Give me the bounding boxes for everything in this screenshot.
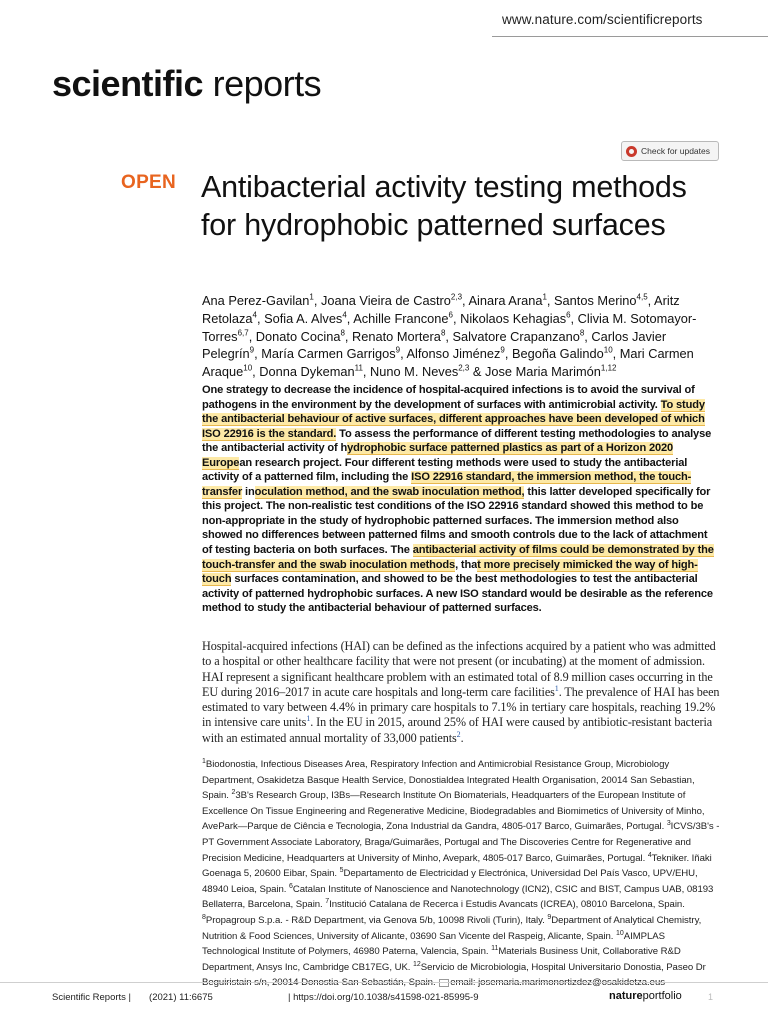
publisher-logo — [609, 990, 682, 1002]
page-number: 1 — [708, 992, 714, 1002]
check-for-updates-label: Check for updates — [641, 146, 710, 156]
journal-name-light: reports — [212, 63, 322, 104]
publisher-light: portfolio — [642, 990, 682, 1002]
journal-url[interactable]: www.nature.com/scientificreports — [502, 12, 703, 27]
footer-volume: (2021) 11:6675 — [149, 992, 213, 1003]
check-for-updates-button[interactable] — [621, 141, 719, 161]
article-title: Antibacterial activity testing methods for hydrophobic patterned surfaces — [201, 170, 687, 242]
crossmark-icon — [626, 146, 637, 157]
header-rule — [492, 36, 768, 37]
affiliations: $^1$Biodonostia, Infectious Diseases Area, Respiratory Infection and Antimicrobial Resistance Group, Microbiology Department, Osakidetza Basque Health Service, Donostialdea Integrated Health Organisation, 20014 San Sebastian, Spain. $^2$3B's Research Group, I3Bs—Research Institute On Biomaterials, Headquarters of the European Institute of Excellence On Tissue Engineering and Regenerative Medicine, Biodegradables and Biomimetics of University of Minho, AvePark—Parque de Ciência e Tecnologia, Zona Industrial da Gandra, 4805-017 Barco, Guimarães, Portugal. $^3$ICVS/3B's - PT Government Associate Laboratory, Braga/Guimarães, Portugal and The Discoveries Centre for Regenerative and Precision Medicine, Headquarters at University of Minho, Avepark, 4805-017 Barco, Guimarães, Portugal. $^4$Tekniker. Iñaki Goenaga 5, 20600 Eibar, Spain. $^5$Departamento de Electricidad y Electrónica, Universidad Del País Vasco, UPV/EHU, 48940 Leioa, Spain. $^6$Catalan Institute of Nanoscience and Nanotechnology (ICN2), CSIC and BIST, Campus UAB, 08193 Bellaterra, Barcelona, Spain. $^7$Institució Catalana de Recerca i Estudis Avancats (ICREA), 08010 Barcelona, Spain. $^8$Propagroup S.p.a. - R&D Department, via Genova 5/b, 10098 Rivoli (Turin), Italy. $^9$Department of Analytical Chemistry, Nutrition & Food Sciences, University of Alicante, 03690 San Vicente del Raspeig, Alicante, Spain. $^{10}$AIMPLAS Technological Institute of Polymers, 46980 Paterna, Valencia, Spain. $^{11}$Materials Business Unit, Collaborative R&D Department, Ansys Inc, Cambridge CB17EG, UK. $^{12}$Servicio de Microbiologia, Hospital Universitario Donostia, Paseo Dr — [202, 757, 720, 991]
abstract: One strategy to decrease the incidence of hospital-acquired infections is to avoid the survival of pathogens in the environment by the development of surfaces with antimicrobial activity. To study the antibacterial behaviour of active surfaces, different approaches have been developed of which ISO 22916 is the standard. To assess the performance of different testing methodologies to analyse the antibacterial activity of hydrophobic surface patterned plastics as part of a Horizon 2020 European research project. Four different testing methods were used to study the antibacterial activity of a patterned film, including the ISO 22916 standard, the immersion method, the touch-transfer inoculation method, and the swab inoculation method, this latter developed specifically for this project. The non-realistic test conditions of the ISO 22916 standard showed this method to be non-appropriate in the study of hydrophobic patterned surfaces. The immersion method also showed no differences between patterned films and smooth controls due to the lack of attachment of testing bacteria on both surfaces. The antibacterial activity of films could be demonstrated by the touch-transfer and the swab inoculation methods, that more precisely mimicked the way of high-touch surfaces contamination, and showed to be the best methodologies to test the antibacterial activity of patterned hydrophobic surfaces. A new ISO standard would be desirable as the reference method to study the antibacterial behaviour of patterned surfaces. — [202, 384, 714, 615]
footer-journal: Scientific Reports | — [52, 992, 132, 1003]
journal-logo — [52, 63, 322, 104]
footer-rule — [0, 982, 768, 983]
journal-name-bold: scientific — [52, 63, 204, 104]
publisher-bold: nature — [609, 990, 643, 1002]
footer-doi-link[interactable]: | https://doi.org/10.1038/s41598-021-85995-9 — [288, 992, 479, 1003]
footer-citation — [52, 992, 213, 1003]
open-access-label: OPEN — [121, 172, 177, 193]
author-list: Ana Perez-Gavilan$^1$, Joana Vieira de Castro$^{2,3}$, Ainara Arana$^1$, Santos Merino$^{4,5}$, Aritz Retolaza$^4$, Sofia A. Alves$^4$, Achille Francone$^6$, Nikolaos Kehagias$^6$, Clivia M. Sotomayor-Torres$^{6,7}$, Donato Cocina$^8$, Renato Mortera$^8$, Salvatore Crapanzano$^8$, Carlos Javier Pelegrín$^9$, María Carmen Garrigos$^9$, Alfonso Jiménez$^9$, Begoña Galindo$^{10}$, Mari Carmen Araque$^{10}$, Donna Dykeman$^{11}$, Nuno M. Neves$^{2,3}$ & Jose Maria Marimón$^{1,12}$ — [202, 292, 697, 380]
body-paragraph: Hospital-acquired infections (HAI) can be defined as the infections acquired by a patient who was admitted to a hospital or other healthcare facility that were not present (or incubating) at the moment of admission. HAI represent a significant healthcare problem with an estimated total of 8.9 million cases occurring in the EU during 2016–2017 in acute care hospitals and long-term care facilities$^1$. The prevalence of HAI has been estimated to vary between 4.4% in primary care hospitals to 7.1% in tertiary care hospitals, reaching 19.2% in intensive care units$^1$. In the EU in 2015, around 25% of HAI were caused by antibiotic-resistant bacteria with an estimated annual mortality of 33,000 patients$^2$. — [202, 639, 720, 745]
